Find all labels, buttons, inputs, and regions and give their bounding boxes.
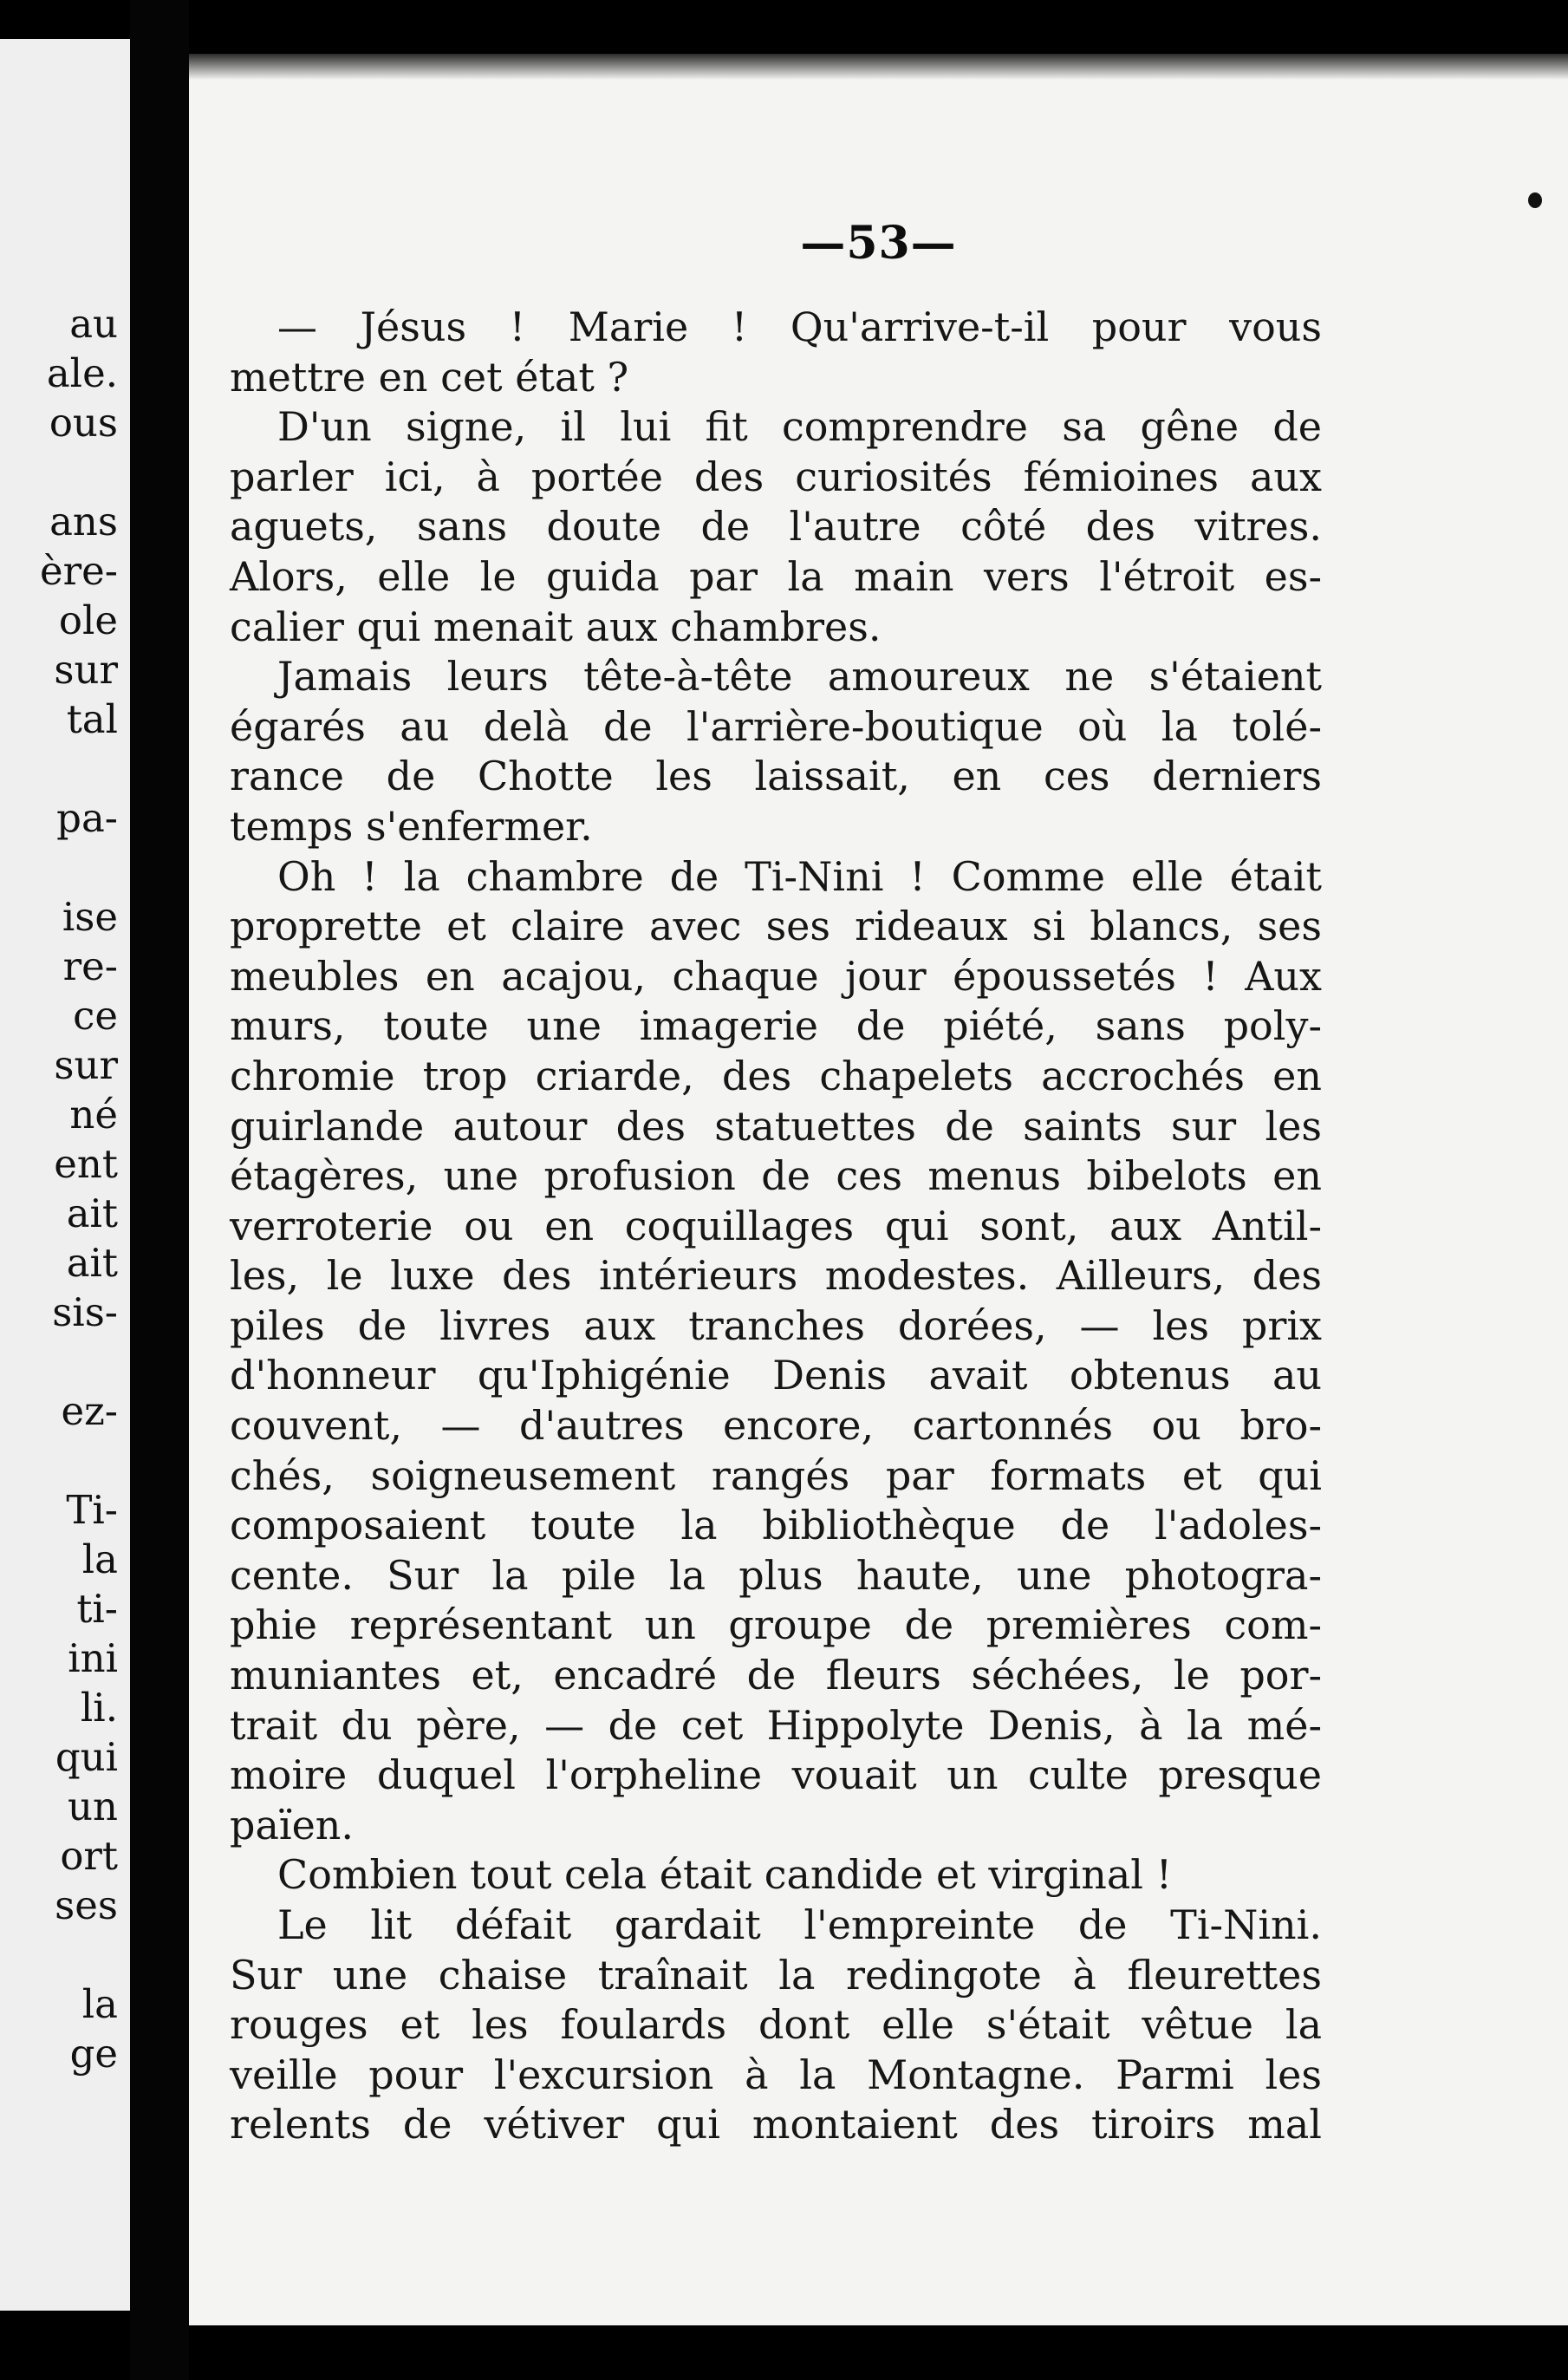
- left-fragment: tal: [66, 696, 118, 742]
- left-fragment: [40, 843, 118, 892]
- text-line: chés, soigneusement rangés par formats et qui: [230, 1451, 1322, 1499]
- text-line: Alors, elle le guida par la main vers l'étroit es-: [230, 552, 1322, 600]
- text-line: païen.: [230, 1801, 355, 1849]
- left-fragment: sis-: [52, 1289, 118, 1335]
- text-line: Combien tout cela était candide et virginal !: [277, 1851, 1173, 1899]
- body-text: [230, 303, 1322, 2150]
- left-fragment: un: [68, 1783, 118, 1829]
- text-line: proprette et claire avec ses rideaux si blancs, ses: [230, 903, 1322, 950]
- text-line: phie représentant un groupe de premières com-: [230, 1601, 1322, 1649]
- text-line: Le lit défait gardait l'empreinte de Ti-Nini.: [277, 1901, 1322, 1948]
- text-line: composaient toute la bibliothèque de l'adoles-: [230, 1502, 1322, 1549]
- text-line: les, le luxe des intérieurs modestes. Ailleurs, des: [230, 1252, 1322, 1300]
- left-fragment: ole: [58, 597, 118, 643]
- left-fragment: ale.: [46, 350, 118, 396]
- text-line: verroterie ou en coquillages qui sont, aux Antil-: [230, 1202, 1322, 1249]
- text-line: trait du père, — de cet Hippolyte Denis, à la mé-: [230, 1701, 1322, 1749]
- left-fragment: [40, 447, 118, 497]
- left-fragment: [40, 744, 118, 793]
- scan-shadow: [189, 54, 1568, 80]
- text-line: d'honneur qu'Iphigénie Denis avait obtenus au: [230, 1352, 1322, 1399]
- left-fragment: re-: [62, 943, 118, 989]
- left-fragment: ent: [54, 1141, 118, 1187]
- text-line: muniantes et, encadré de fleurs séchées, le por-: [230, 1652, 1322, 1699]
- left-fragment: Ti-: [66, 1487, 118, 1533]
- left-fragment: ge: [69, 2031, 118, 2077]
- text-line: relents de vétiver qui montaient des tiroirs mal: [230, 2101, 1322, 2149]
- left-fragment: ses: [55, 1882, 118, 1928]
- left-fragment: [40, 1337, 118, 1386]
- page-number: —53—: [800, 217, 957, 270]
- text-line: égarés au delà de l'arrière-boutique où la tolé-: [230, 702, 1322, 750]
- text-line: aguets, sans doute de l'autre côté des vitres.: [230, 503, 1322, 551]
- left-fragment: la: [81, 1536, 118, 1582]
- text-line: Jamais leurs tête-à-tête amoureux ne s'étaient: [277, 653, 1322, 701]
- text-line: Sur une chaise traînait la redingote à fleurettes: [230, 1951, 1322, 1999]
- text-line: moire duquel l'orpheline vouait un culte presque: [230, 1751, 1322, 1799]
- left-fragment: ise: [62, 894, 118, 940]
- left-fragment: sur: [54, 647, 118, 693]
- text-line: Oh ! la chambre de Ti-Nini ! Comme elle était: [277, 852, 1322, 900]
- left-fragment: ez-: [61, 1388, 118, 1434]
- ink-dot: [1528, 192, 1542, 208]
- text-line: murs, toute une imagerie de piété, sans poly-: [230, 1002, 1322, 1050]
- left-fragment: pa-: [56, 795, 118, 841]
- text-line: D'un signe, il lui fit comprendre sa gêne de: [277, 403, 1322, 451]
- text-line: calier qui menait aux chambres.: [230, 603, 882, 650]
- text-line: chromie trop criarde, des chapelets accrochés en: [230, 1052, 1322, 1099]
- left-fragment: né: [69, 1092, 118, 1138]
- left-fragment: [40, 1436, 118, 1485]
- left-fragment: ait: [66, 1240, 118, 1286]
- left-fragment: la: [81, 1981, 118, 2027]
- text-line: — Jésus ! Marie ! Qu'arrive-t-il pour vous: [277, 303, 1322, 350]
- left-fragment: ait: [66, 1190, 118, 1236]
- text-line: piles de livres aux tranches dorées, — les prix: [230, 1301, 1322, 1349]
- left-fragment: ans: [49, 499, 118, 544]
- left-fragment: ini: [68, 1635, 118, 1681]
- left-fragment: au: [69, 301, 118, 347]
- left-facing-page: [0, 39, 130, 2311]
- left-fragment: ce: [73, 993, 118, 1039]
- left-page-text-fragments: [40, 299, 118, 2078]
- text-line: rance de Chotte les laissait, en ces derniers: [230, 753, 1322, 800]
- text-line: veille pour l'excursion à la Montagne. Parmi les: [230, 2051, 1322, 2098]
- text-line: guirlande autour des statuettes de saints sur les: [230, 1102, 1322, 1150]
- book-gutter: [130, 0, 189, 2380]
- left-fragment: ère-: [40, 548, 118, 594]
- text-line: parler ici, à portée des curiosités fémioines aux: [230, 453, 1322, 500]
- left-fragment: li.: [80, 1685, 118, 1731]
- main-page: [189, 54, 1568, 2325]
- left-fragment: ti-: [76, 1586, 118, 1632]
- left-fragment: ort: [60, 1833, 118, 1879]
- left-fragment: qui: [55, 1734, 118, 1780]
- text-line: temps s'enfermer.: [230, 802, 593, 850]
- text-line: mettre en cet état ?: [230, 353, 629, 401]
- left-fragment: [40, 1930, 118, 1979]
- left-fragment: ous: [49, 400, 118, 446]
- text-line: étagères, une profusion de ces menus bibelots en: [230, 1152, 1322, 1200]
- text-line: cente. Sur la pile la plus haute, une photogra-: [230, 1551, 1322, 1599]
- left-fragment: sur: [54, 1042, 118, 1088]
- text-line: rouges et les foulards dont elle s'était vêtue la: [230, 2001, 1322, 2049]
- text-line: couvent, — d'autres encore, cartonnés ou bro-: [230, 1402, 1322, 1450]
- text-line: meubles en acajou, chaque jour époussetés ! Aux: [230, 952, 1322, 1000]
